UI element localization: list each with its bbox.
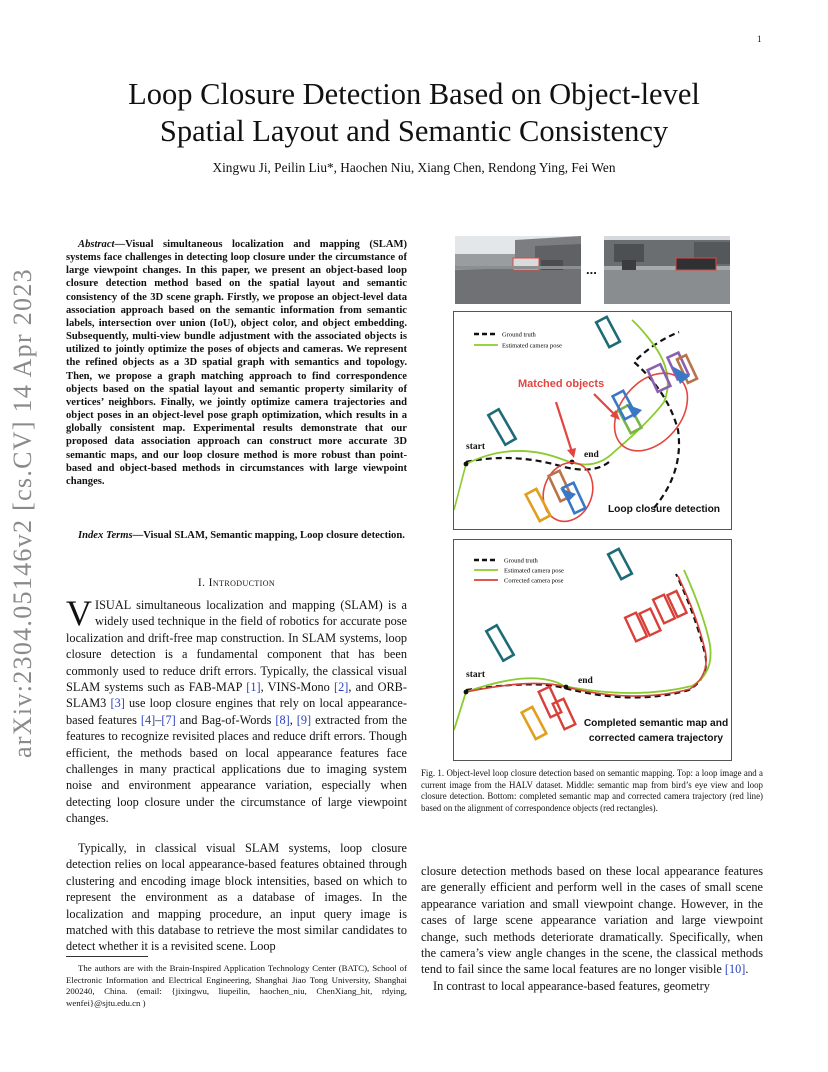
completed-map-label xyxy=(582,716,730,746)
title-line-1: Loop Closure Detection Based on Object-level xyxy=(128,77,700,111)
citation-link[interactable]: [9] xyxy=(296,712,312,727)
abstract-label: Abstract xyxy=(78,239,115,250)
legend-estimated-label: Estimated camera pose xyxy=(502,342,562,350)
author-affiliation-footnote: The authors are with the Brain-Inspired Application Technology Center (BATC), School of Electronic Information and Electrical Engineering, Shanghai Jiao Tong University, Shanghai 200240, China. (email: {jixingwu, liupeilin, haochen_niu, ChenXiang_hit, rdying, wenfei}@sjtu.edu.cn ) xyxy=(66,963,407,1008)
legend-ground-truth-label: Ground truth xyxy=(504,557,538,565)
author-list: Xingwu Ji, Peilin Liu*, Haochen Niu, Xiang Chen, Rendong Ying, Fei Wen xyxy=(212,160,616,175)
intro-paragraph-1 xyxy=(66,593,407,827)
ellipsis-separator: ... xyxy=(586,262,597,277)
section-heading-introduction: I. Introduction xyxy=(197,577,276,589)
ground-truth-trajectory xyxy=(466,332,679,508)
estimated-trajectory xyxy=(466,320,668,465)
drop-cap: V xyxy=(66,593,92,633)
citation-link[interactable]: [1] xyxy=(246,680,261,695)
intro-text: extracted from the features to recognize revisited places and reduce drift errors. Though efficient, the methods based on local appearance features face challenges in many practical applications due to imaging system noise and environment appearance variation, especially when detecting loop closure under the circumstance of large viewpoint changes. xyxy=(66,712,407,826)
figure-caption: Fig. 1. Object-level loop closure detection based on semantic mapping. Top: a loop image and a current image from the HALV dataset. Middle: semantic map from bird’s eye view and loop closure detection. Bottom: completed semantic map and corrected camera trajectory (red line) based on the alignment of correspondence objects (red rectangles). xyxy=(421,768,763,813)
intro-text: use loop closure engines that rely on local appearance-based features xyxy=(66,696,407,727)
body-text: In contrast to local appearance-based features, geometry xyxy=(433,978,710,993)
end-label: end xyxy=(578,676,593,686)
object-box xyxy=(488,409,515,444)
start-label: start xyxy=(466,670,485,680)
index-terms-label: Index Terms xyxy=(78,530,133,541)
camera-pose-arrow xyxy=(626,404,642,418)
citation-link[interactable]: [8] xyxy=(275,712,290,727)
start-label: start xyxy=(466,442,485,452)
end-marker xyxy=(564,685,569,690)
matched-objects-label: Matched objects xyxy=(518,378,605,390)
index-terms xyxy=(66,529,407,542)
object-box xyxy=(522,707,547,739)
body-text: closure detection methods based on these local appearance features are generally efficient and perform well in the cases of small scene appearance variation and small viewpoint change. However, in the cases of large scene appearance variation and large viewpoint change, such methods deteriorate dramatically. Specifically, when the camera’s view angle changes in the scene, the classical methods tend to fail since the same local features are no longer visible xyxy=(421,864,763,977)
paper-title xyxy=(60,76,768,150)
object-box xyxy=(596,317,620,347)
legend-ground-truth-label: Ground truth xyxy=(502,331,536,339)
legend-corrected-label: Corrected camera pose xyxy=(504,577,564,585)
arxiv-identifier-stamp: arXiv:2304.05146v2 [cs.CV] 14 Apr 2023 xyxy=(8,268,37,758)
loop-closure-detection-label: Loop closure detection xyxy=(607,504,721,515)
loop-closure-map xyxy=(454,312,733,531)
loop-image-photo xyxy=(455,236,581,304)
intro-text: , and ORB-SLAM3 xyxy=(66,680,407,711)
object-box xyxy=(526,489,551,521)
object-box xyxy=(486,625,513,660)
completed-map-label-line-2: corrected camera trajectory xyxy=(588,733,724,744)
page-number: 1 xyxy=(757,34,762,44)
body-text: . xyxy=(745,962,749,977)
legend-estimated-label: Estimated camera pose xyxy=(504,567,564,575)
citation-link[interactable]: [2] xyxy=(334,680,349,695)
right-column-text xyxy=(421,863,763,994)
citation-link[interactable]: [3] xyxy=(110,696,125,711)
intro-text: and Bag-of-Words xyxy=(175,712,276,727)
title-line-2: Spatial Layout and Semantic Consistency xyxy=(159,114,669,148)
object-box xyxy=(667,591,686,617)
completed-map-panel xyxy=(453,539,732,761)
intro-text: , xyxy=(289,712,297,727)
citation-link[interactable]: [10] xyxy=(724,962,746,977)
citation-link[interactable]: [7] xyxy=(161,712,176,727)
intro-text: – xyxy=(155,712,162,727)
index-terms-text: —Visual SLAM, Semantic mapping, Loop closure detection. xyxy=(132,530,405,541)
intro-text: ISUAL simultaneous localization and mapping (SLAM) is a widely used technique in the field of robotics for accurate pose localization and drift-free map construction. In SLAM systems, loop closure detection is a fundamental component that has been commonly used to reduce drift errors. Typically, the classical visual SLAM systems such as FAB-MAP xyxy=(66,598,407,695)
object-box xyxy=(608,549,632,579)
intro-text: , VINS-Mono xyxy=(260,680,335,695)
completed-map-label-line-1: Completed semantic map and xyxy=(583,718,729,729)
loop-closure-map-panel xyxy=(453,311,732,530)
abstract xyxy=(66,238,407,488)
object-box xyxy=(625,613,647,642)
end-label: end xyxy=(584,450,599,460)
matched-arrow-2 xyxy=(556,402,572,452)
citation-link[interactable]: [4] xyxy=(140,712,156,727)
start-marker xyxy=(464,462,469,467)
object-box xyxy=(639,609,660,636)
abstract-text: —Visual simultaneous localization and mapping (SLAM) systems face challenges in detecting loop closure under the circumstance of large viewpoint changes. In this paper, we present an object-based loop closure detection method based on the spatial layout and semantic consistency of the 3D scene graph. Firstly, we propose an object-level data association approach based on the semantic information from semantic labels, intersection over union (IoU), object color, and object embedding. Subsequently, multi-view bundle adjustment with the associated objects is utilized to jointly optimize the poses of objects and cameras. We represent the refined objects as a 3D spatial graph with semantics and topology. Then, we propose a graph matching approach to find correspondence objects based on the spatial layout and semantic property similarity of vertices’ neighbors. Finally, we jointly optimize camera trajectories and object poses in an object-level pose graph optimization, which results in a globally consistent map. Experimental results demonstrate that our proposed data association approach can construct more accurate 3D semantic maps, and our loop closure method is more robust than point-based and object-based methods in circumstances with large viewpoint changes. xyxy=(66,239,407,487)
intro-paragraph-2: Typically, in classical visual SLAM systems, loop closure detection relies on local appearance-based features obtained through clustering and encoding image block intensities, based on which to represent the environment as a database of images. In the localization and mapping procedure, an input query image is matched with this database to retrieve the most similar candidates to detect whether it is a revisited scene. Loop xyxy=(66,841,407,954)
current-image-photo xyxy=(604,236,730,304)
footnote-divider xyxy=(66,956,148,957)
figure-photos xyxy=(455,236,730,304)
start-marker xyxy=(464,690,469,695)
